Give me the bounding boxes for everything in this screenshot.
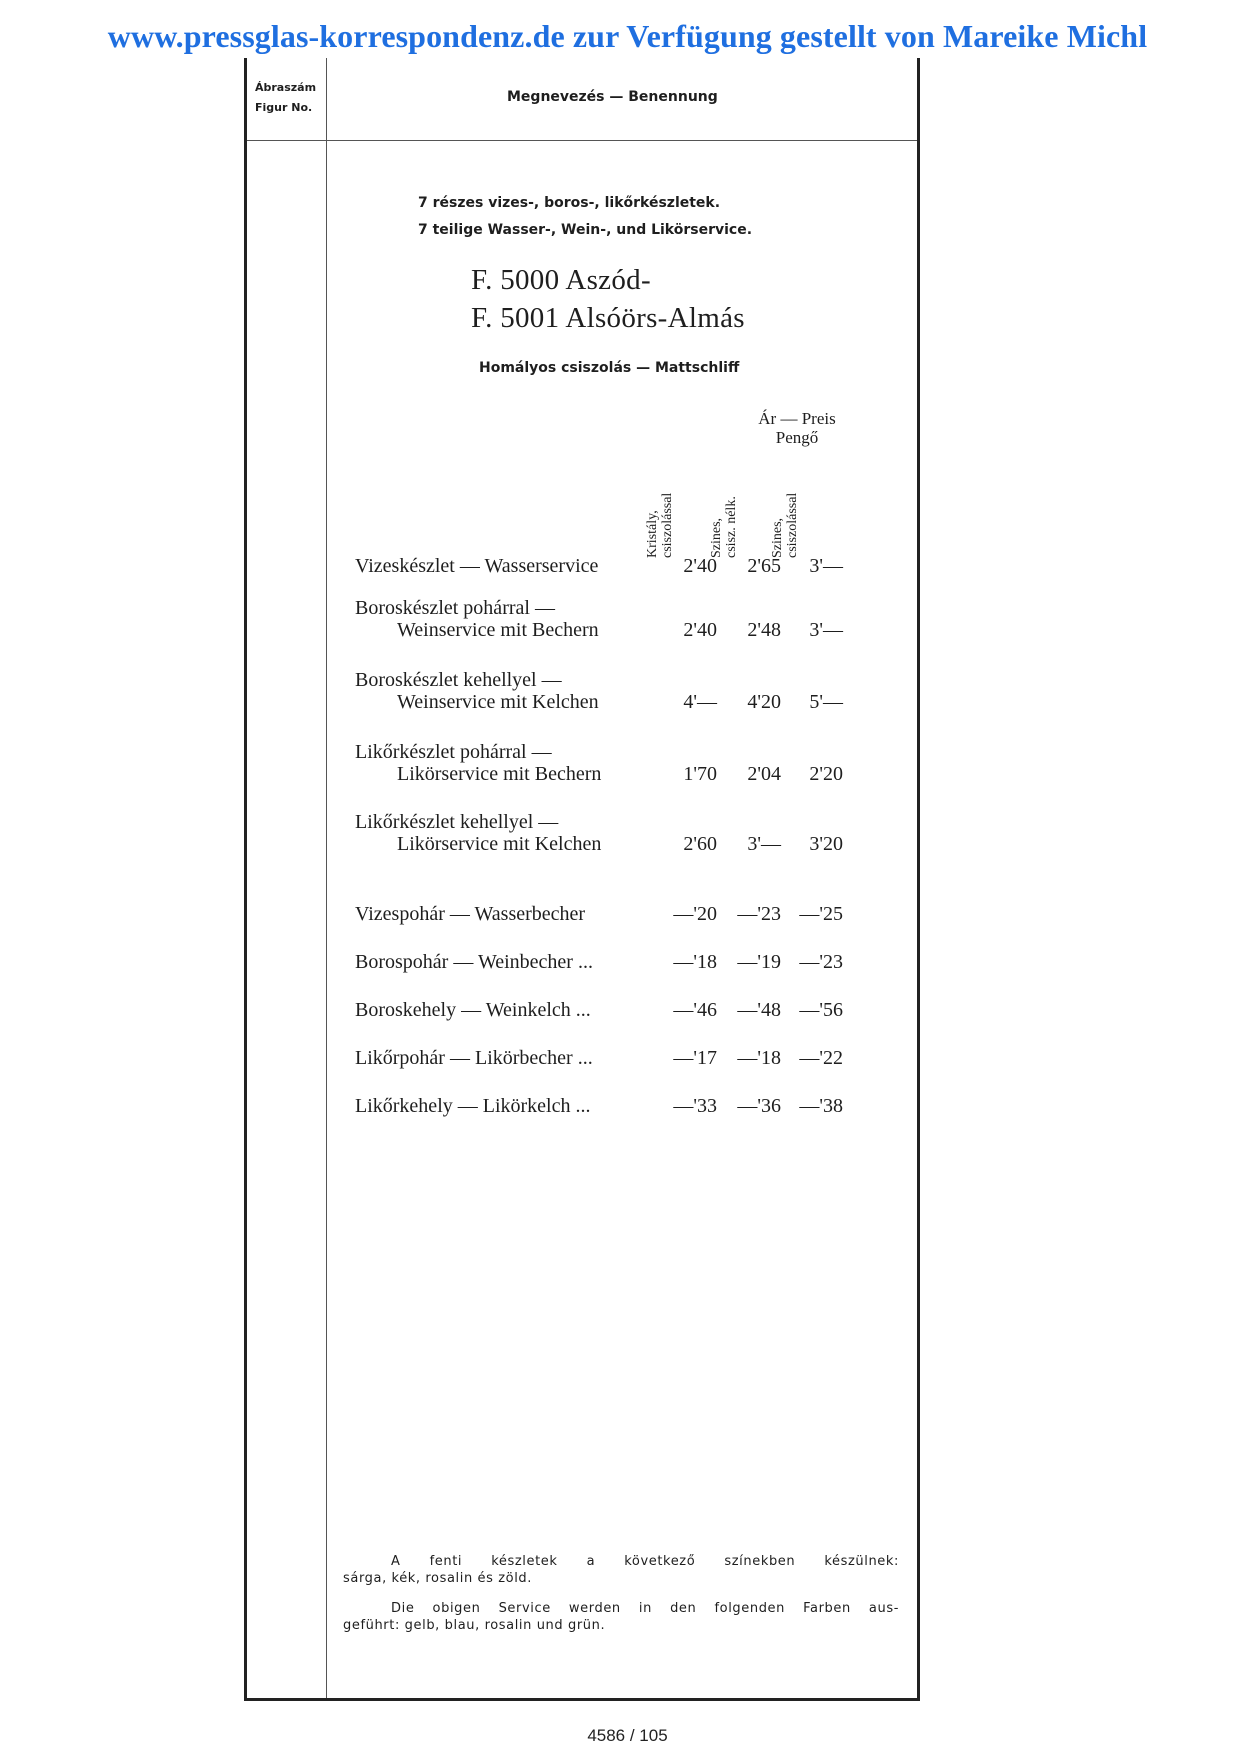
colour-note-de-line1: Die obigen Service werden in den folgenden Farben aus- [391,1601,899,1616]
figure-column-divider [326,58,327,1698]
item-name-hu: Boroskészlet pohárral — [355,597,555,619]
item-name-hu: Boroskészlet kehellyel — [355,669,562,691]
price-row [355,597,875,642]
price-cell-1: 2'40 [683,619,717,641]
price-column-label-2-line-2: csisz. nélk. [724,496,739,558]
price-cell-1: —'33 [673,1095,717,1117]
price-cell-2: —'48 [737,999,781,1021]
price-row [355,538,875,578]
price-row [355,934,875,974]
price-row [355,741,875,786]
catalog-page-frame [244,58,920,1701]
price-cell-1: —'20 [673,903,717,925]
price-cell-2: 2'48 [747,619,781,641]
price-cell-1: —'17 [673,1047,717,1069]
price-cell-2: —'36 [737,1095,781,1117]
price-cell-3: —'22 [799,1047,843,1069]
price-cell-3: —'56 [799,999,843,1021]
item-name: Borospohár — Weinbecher ... [355,951,593,973]
colour-note-de [343,1600,899,1634]
price-cell-2: 4'20 [747,691,781,713]
page-number: 4586 / 105 [587,1726,668,1745]
item-name-de: Weinservice mit Kelchen [397,691,599,713]
figure-number-heading [255,78,316,118]
price-cell-3: 5'— [809,691,843,713]
item-name-hu: Likőrkészlet kehellyel — [355,811,559,833]
price-row [355,811,875,856]
price-column-label-1-line-1: Kristály, [645,510,660,558]
source-credit-line: www.pressglas-korrespondenz.de zur Verfügung gestellt von Mareike Michl [107,18,1148,54]
item-name: Likőrpohár — Likörbecher ... [355,1047,593,1069]
item-name: Boroskehely — Weinkelch ... [355,999,591,1021]
price-row [355,1030,875,1070]
price-header-currency: Pengő [775,428,819,447]
price-column-label-2-line-1: Szines, [709,517,724,558]
figure-5000-title: F. 5000 Aszód- [471,264,651,296]
price-cell-3: 3'20 [809,833,843,855]
price-cell-2: 2'04 [747,763,781,785]
item-name: Vizespohár — Wasserbecher [355,903,586,925]
price-cell-3: —'25 [799,903,843,925]
colour-note-hu [343,1553,899,1587]
price-cell-1: 4'— [683,691,717,713]
colour-note-de-line2: geführt: gelb, blau, rosalin und grün. [343,1618,606,1633]
price-row [355,669,875,714]
price-cell-3: 2'20 [809,763,843,785]
figure-5001-title: F. 5001 Alsóörs-Almás [471,302,745,334]
price-cell-1: —'18 [673,951,717,973]
price-cell-1: —'46 [673,999,717,1021]
price-cell-3: 3'— [809,555,843,577]
price-row [355,982,875,1022]
price-column-label-3-line-1: Szines, [770,517,785,558]
sets-title-de: 7 teilige Wasser-, Wein-, und Likörservice. [418,222,753,238]
price-row [355,886,875,926]
price-row [355,1078,875,1118]
price-cell-3: 3'— [809,619,843,641]
item-name-de: Likörservice mit Bechern [397,763,602,785]
price-cell-2: 2'65 [747,555,781,577]
figure-heading-de: Figur No. [255,101,313,114]
price-cell-2: —'23 [737,903,781,925]
price-cell-1: 2'40 [683,555,717,577]
item-name-hu: Likőrkészlet pohárral — [355,741,552,763]
item-name: Likőrkehely — Likörkelch ... [355,1095,591,1117]
price-column-label-1-line-2: csiszolással [660,492,675,558]
price-cell-2: —'18 [737,1047,781,1069]
price-header-line1: Ár — Preis [758,409,836,428]
price-cell-3: —'23 [799,951,843,973]
price-cell-3: —'38 [799,1095,843,1117]
price-cell-2: —'19 [737,951,781,973]
price-cell-1: 2'60 [683,833,717,855]
finish-subtitle: Homályos csiszolás — Mattschliff [479,360,740,376]
price-cell-1: 1'70 [683,763,717,785]
price-cell-2: 3'— [747,833,781,855]
colour-note-hu-line1: A fenti készletek a következő színekben készülnek: [391,1554,899,1569]
item-name: Vizeskészlet — Wasserservice [355,555,599,577]
header-divider [247,140,917,141]
figure-heading-hu: Ábraszám [255,81,317,94]
colour-note-hu-line2: sárga, kék, rosalin és zöld. [343,1571,533,1586]
sets-title-hu: 7 részes vizes-, boros-, likőrkészletek. [418,195,721,211]
item-name-de: Weinservice mit Bechern [397,619,599,641]
price-column-label-3-line-2: csiszolással [785,492,800,558]
price-header [727,409,867,447]
name-column-heading: Megnevezés — Benennung [507,89,718,105]
item-name-de: Likörservice mit Kelchen [397,833,602,855]
